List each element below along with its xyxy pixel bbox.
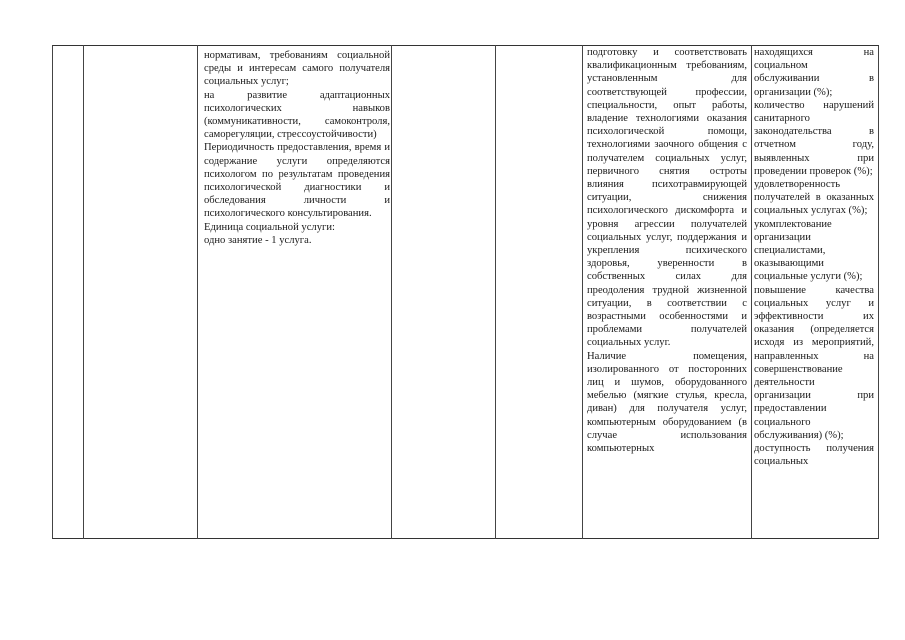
- table-cell-quality-indicators: [754, 46, 874, 469]
- table-cell-service-description: [204, 49, 390, 247]
- paragraph: укомплектование организации специалистами, оказывающими социальные услуги (%);: [754, 218, 863, 283]
- paragraph: одно занятие - 1 услуга.: [204, 234, 312, 246]
- paragraph: находящихся на социальном обслуживании в организации (%);: [754, 47, 874, 98]
- paragraph: доступность получения социальных: [754, 443, 874, 468]
- column-divider-2: [197, 45, 198, 539]
- column-divider-6: [751, 45, 752, 539]
- paragraph: нормативам, требованиям социальной среды и интересам самого получателя социальных услуг;: [204, 50, 390, 88]
- paragraph: Периодичность предоставления, время и содержание услуги определяются психологом по результатам проведения психологической диагностики и обследования личности и психологического консультирования.: [204, 142, 390, 220]
- paragraph: на развитие адаптационных психологических навыков (коммуникативности, самоконтроля, саморегуляции, стрессоустойчивости): [204, 89, 390, 141]
- paragraph: Единица социальной услуги:: [204, 221, 335, 233]
- table-cell-col2: [84, 46, 197, 538]
- table-cell-col4: [392, 46, 495, 538]
- paragraph: Наличие помещения, изолированного от посторонних лиц и шумов, оборудованного мебелью (мягкие стулья, кресла, диван) для получателя услуг, компьютерным оборудованием (в случае использования компьютерных: [587, 350, 747, 455]
- column-divider-5: [582, 45, 583, 539]
- table-cell-service-conditions: [587, 46, 747, 455]
- table-cell-col1: [53, 46, 83, 538]
- paragraph: удовлетворенность получателей в оказанных социальных услугах (%);: [754, 179, 874, 217]
- paragraph: подготовку и соответствовать квалификационным требованиям, установленным для соответствующей профессии, специальности, опыт работы, владение технологиями оказания психологической помощи, технологиями заочного общения с получателем социальных услуг, первичного снятия остроты влияния психотравмирующей ситуации, снижения психологического дискомфорта и уровня агрессии получателей социальных услуг, поддержания и укрепления психического здоровья, уверенности в собственных силах для преодоления трудной жизненной ситуации, в соответствии с возрастными особенностями и проблемами получателей социальных услуг.: [587, 47, 747, 349]
- table-cell-col5: [496, 46, 582, 538]
- paragraph: количество нарушений санитарного законодательства в отчетном году, выявленных при проведении проверок (%);: [754, 99, 874, 177]
- paragraph: повышение качества социальных услуг и эффективности их оказания (определяется исходя из мероприятий, направленных на совершенствование деятельности организации при предоставлении социального обслуживания) (%);: [754, 284, 874, 441]
